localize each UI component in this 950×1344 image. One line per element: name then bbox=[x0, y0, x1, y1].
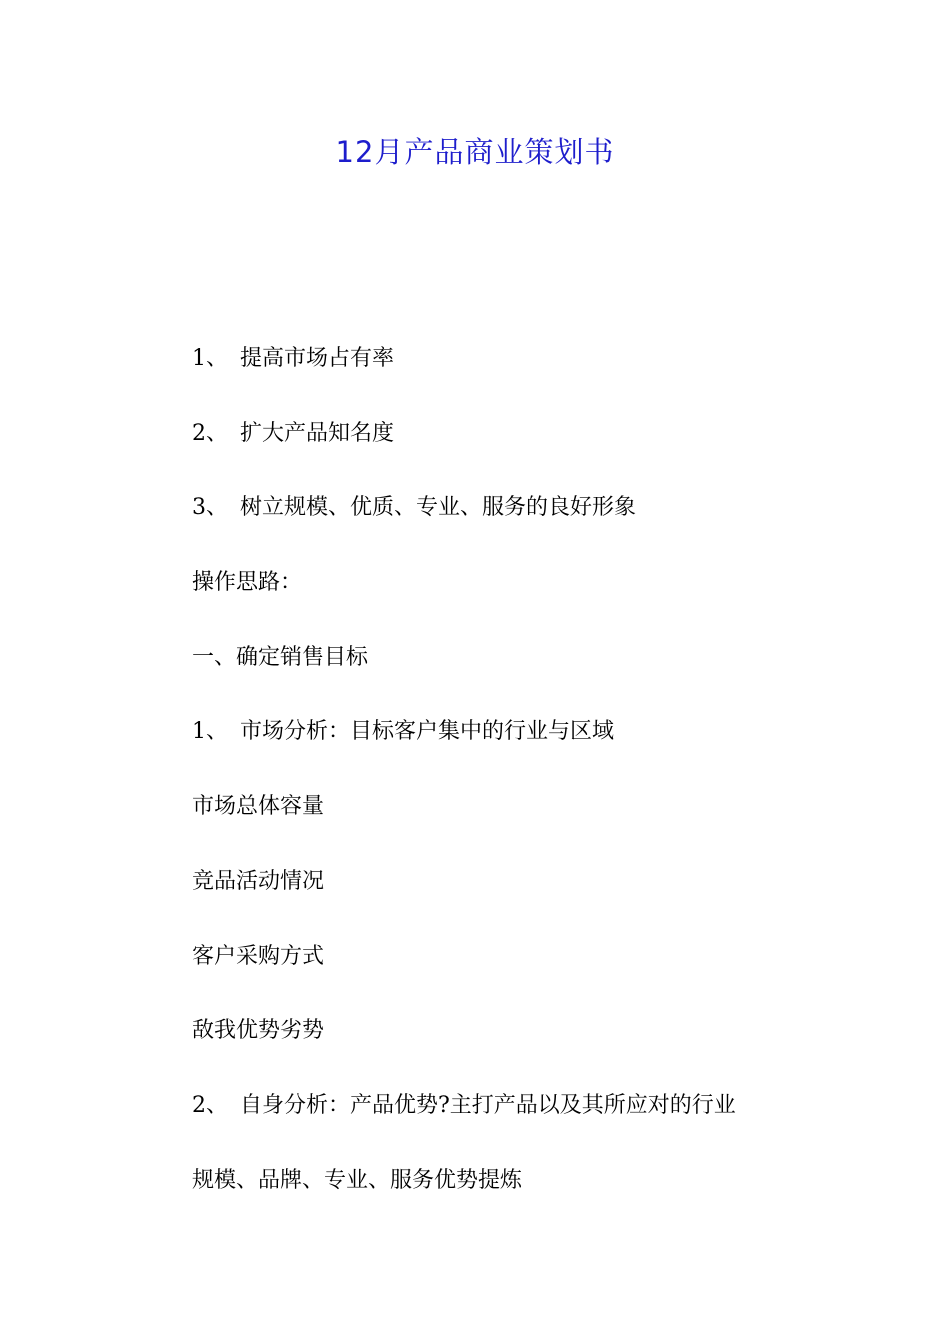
item-number: 2、 bbox=[192, 420, 228, 446]
item-text: 提高市场占有率 bbox=[240, 346, 395, 371]
heading-text: 操作思路： bbox=[192, 570, 303, 596]
paragraph-text: 敌我优势劣势 bbox=[192, 1018, 325, 1044]
numbered-item bbox=[192, 1088, 872, 1163]
item-number: 2、 bbox=[192, 1092, 228, 1118]
item-text: 市场分析：目标客户集中的行业与区域 bbox=[240, 719, 615, 745]
paragraph-line bbox=[192, 939, 872, 1014]
item-text: 树立规模、优质、专业、服务的良好形象 bbox=[240, 495, 637, 521]
item-text: 扩大产品知名度 bbox=[240, 420, 395, 446]
section-heading bbox=[192, 640, 872, 715]
item-number: 3、 bbox=[192, 495, 228, 521]
numbered-item bbox=[192, 341, 872, 416]
item-number: 1、 bbox=[192, 346, 228, 371]
paragraph-line bbox=[192, 1013, 872, 1088]
paragraph-line bbox=[192, 789, 872, 864]
numbered-item bbox=[192, 416, 872, 491]
heading-text: 一、确定销售目标 bbox=[192, 644, 369, 670]
paragraph-text: 市场总体容量 bbox=[192, 794, 325, 820]
paragraph-line bbox=[192, 1163, 872, 1238]
paragraph-line bbox=[192, 864, 872, 939]
item-number: 1、 bbox=[192, 719, 228, 745]
section-heading bbox=[192, 565, 872, 640]
paragraph-text: 规模、品牌、专业、服务优势提炼 bbox=[192, 1167, 523, 1193]
item-text: 自身分析：产品优势?主打产品以及其所应对的行业 bbox=[240, 1092, 736, 1118]
paragraph-text: 竞品活动情况 bbox=[192, 868, 325, 894]
paragraph-text: 客户采购方式 bbox=[192, 943, 325, 969]
numbered-item bbox=[192, 490, 872, 565]
document-body bbox=[192, 341, 872, 1237]
numbered-item bbox=[192, 714, 872, 789]
document-title: 12月产品商业策划书 bbox=[335, 135, 615, 169]
